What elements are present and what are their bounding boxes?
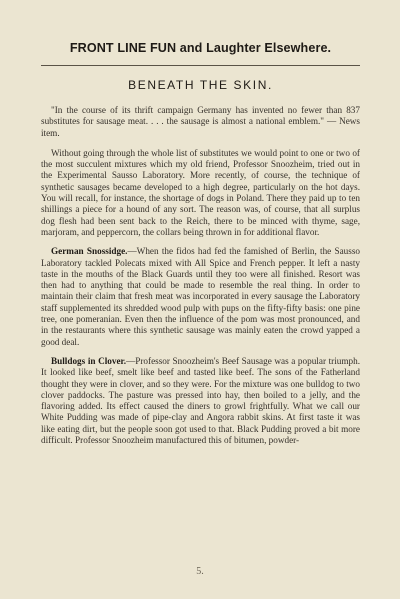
page-number: 5. (196, 566, 204, 577)
paragraph-2-text: —When the fidos had fed the famished of Berlin, the Sausso Laboratory tackled Polecats mixed with All Spice and French pepper. It left a nasty taste in the mouths of the Black Guards until they too were all finished. Resort was then had to anything that could be made to resemble the real thing. In order to maintain their claim that fresh meat was incorporated in every sausage the Laboratory staff supplemented its shredded wood pulp with pups on the fifty-fifty basis: one pine tree, one pomeranian. Even then the influence of the pom was most pronounced, and in the restaurants where this synthetic sausage was mainly eaten the crowd yapped a good deal. (41, 246, 360, 347)
paragraph-3 (41, 356, 360, 446)
paragraph-3-text: —Professor Snoozheim's Beef Sausage was a popular triumph. It looked like beef, smelt like beef and tasted like beef. The sons of the Fatherland thought they were in clover, and so they were. For the mixture was one bulldog to two clover paddocks. The pasture was pressed into hay, then boiled to a jelly, and the flavoring added. Its effect caused the diners to growl frightfully. What we call our White Pudding was made of pipe-clay and Angora rabbit skins. At first taste it was like eating dirt, but the people soon got used to that. Black Pudding proved a bit more difficult. Professor Snoozheim manufactured this of bitumen, powder- (41, 355, 360, 446)
header-rule (41, 65, 360, 66)
article-title: BENEATH THE SKIN. (128, 78, 273, 92)
paragraph-3-heading: Bulldogs in Clover. (51, 355, 127, 366)
masthead-title: FRONT LINE FUN and Laughter Elsewhere. (69, 41, 332, 55)
paragraph-2 (41, 246, 360, 348)
paragraph-1: Without going through the whole list of substitutes we would point to one or two of the most succulent mixtures which my old friend, Professor Snoozheim, tried out in the Experimental Sausso Laboratory. More recently, of course, the technique of synthetic sausages became developed to a high degree, particularly on the hot days. You will recall, for instance, the shortage of dogs in Poland. There they paid up to ten shillings a piece for a hound of any sort. The reason was, of course, that all surplus dog flesh had been sent back to the Reich, there to be minced with thyme, sage, marjoram, and peppercorn, the collars being thrown in for additional flavor. (41, 147, 360, 237)
epigraph: "In the course of its thrift campaign Germany has invented no fewer than 837 substitutes for sausage meat. . . . the sausage is almost a national emblem." — News item. (41, 105, 360, 138)
paragraph-2-heading: German Snossidge. (51, 246, 128, 257)
